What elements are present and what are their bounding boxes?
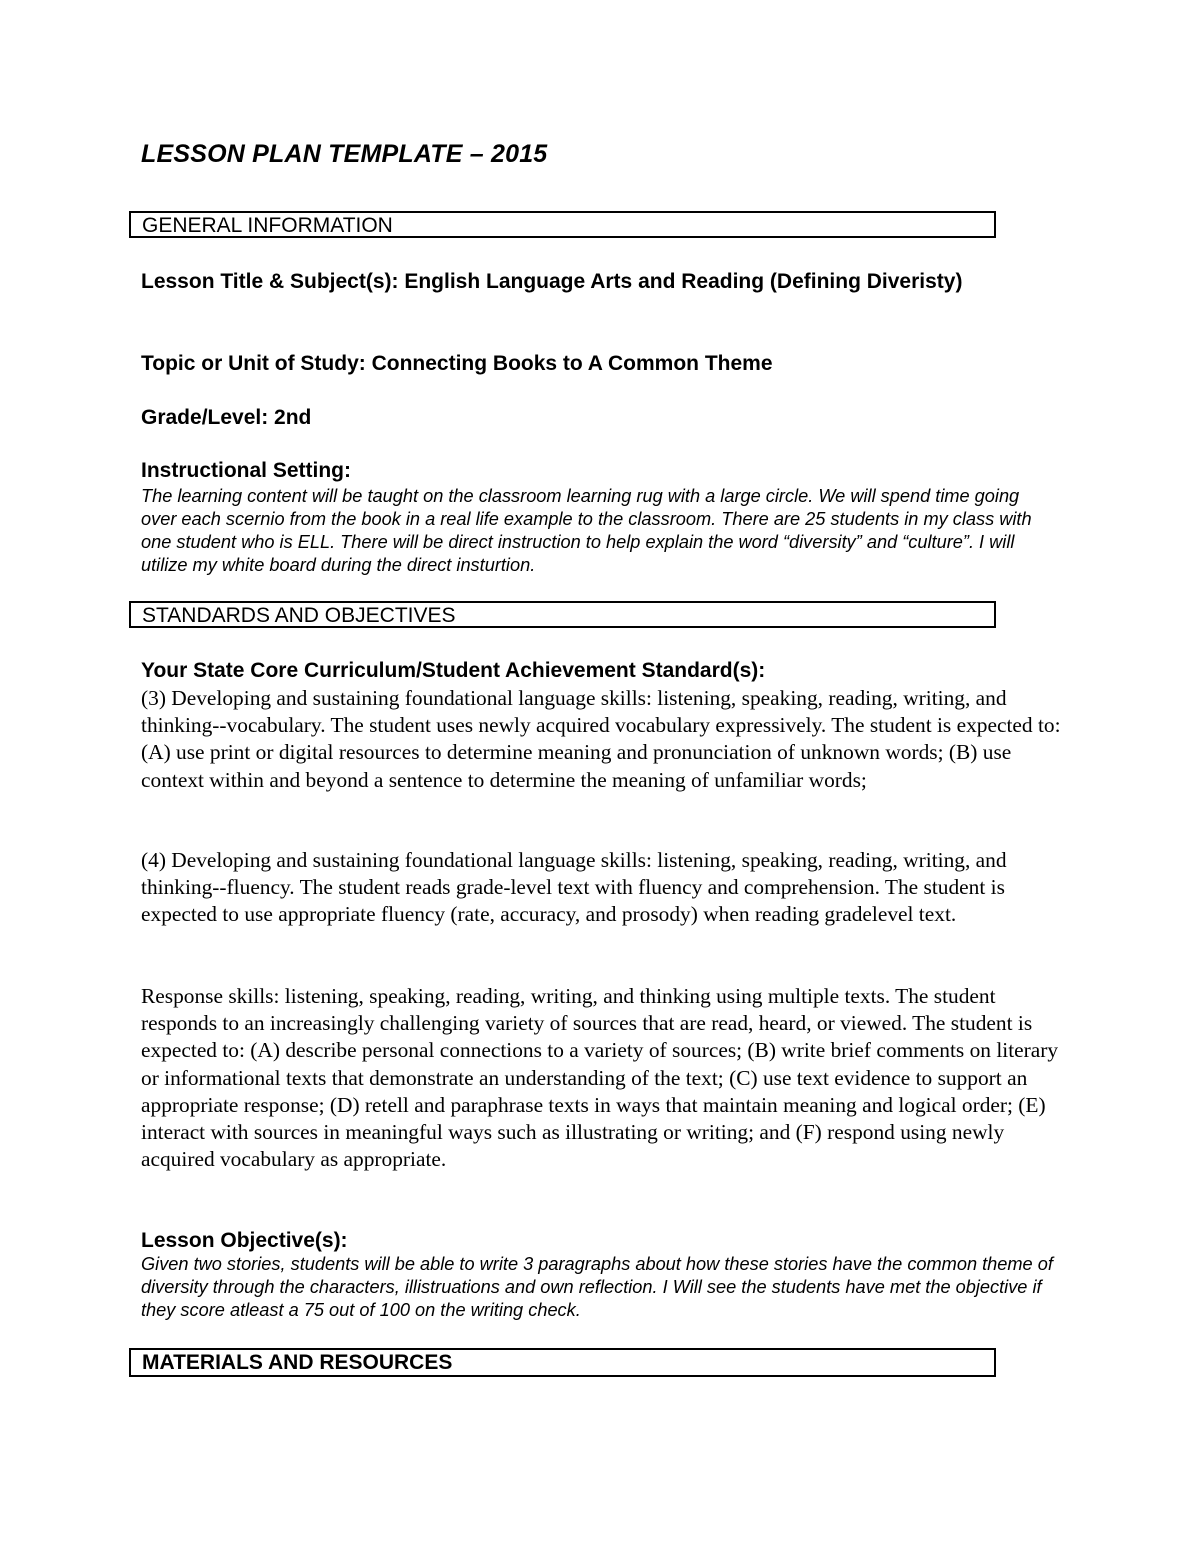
section-header-materials: MATERIALS AND RESOURCES	[129, 1348, 996, 1377]
lesson-title-field: Lesson Title & Subject(s): English Language Arts and Reading (Defining Diveristy)	[141, 270, 963, 293]
lesson-objective-text: Given two stories, students will be able to write 3 paragraphs about how these stories have the common theme of diversity through the characters, illistruations and own reflection. I Will see the students have met the objective if they score atleast a 75 out of 100 on the writing check.	[141, 1254, 1053, 1320]
standard-paragraph-response: Response skills: listening, speaking, reading, writing, and thinking using multiple texts. The student responds to an increasingly challenging variety of sources that are read, heard, or viewed. The student is expected to: (A) describe personal connections to a variety of sources; (B) write brief comments on literary or informational texts that demonstrate an understanding of the text; (C) use text evidence to support an appropriate response; (D) retell and paraphrase texts in ways that maintain meaning and logical order; (E) interact with sources in meaningful ways such as illustrating or writing; and (F) respond using newly acquired vocabulary as appropriate.	[141, 984, 1059, 1172]
standard-paragraph-3: (3) Developing and sustaining foundational language skills: listening, speaking, reading, writing, and thinking--vocabulary. The student uses newly acquired vocabulary expressively. The student is expected to: (A) use print or digital resources to determine meaning and pronunciation of unknown words; (B) use context within and beyond a sentence to determine the meaning of unfamiliar words;	[141, 686, 1061, 792]
page-title: LESSON PLAN TEMPLATE – 2015	[141, 140, 548, 168]
lesson-objective-label: Lesson Objective(s):	[141, 1229, 348, 1252]
grade-field: Grade/Level: 2nd	[141, 406, 312, 429]
section-header-standards: STANDARDS AND OBJECTIVES	[129, 601, 996, 628]
instructional-setting-label: Instructional Setting:	[141, 459, 351, 482]
section-header-general: GENERAL INFORMATION	[129, 211, 996, 238]
instructional-setting-text: The learning content will be taught on the classroom learning rug with a large circle. We will spend time going over each scernio from the book in a real life example to the classroom. There are 25 students in my class with one student who is ELL. There will be direct instruction to help explain the word “diversity” and “culture”. I will utilize my white board during the direct insturtion.	[141, 486, 1032, 575]
topic-field: Topic or Unit of Study: Connecting Books to A Common Theme	[141, 352, 773, 375]
standards-label: Your State Core Curriculum/Student Achievement Standard(s):	[141, 659, 766, 682]
standard-paragraph-4: (4) Developing and sustaining foundational language skills: listening, speaking, reading, writing, and thinking--fluency. The student reads grade-level text with fluency and comprehension. The student is expected to use appropriate fluency (rate, accuracy, and prosody) when reading gradelevel text.	[141, 848, 1007, 927]
